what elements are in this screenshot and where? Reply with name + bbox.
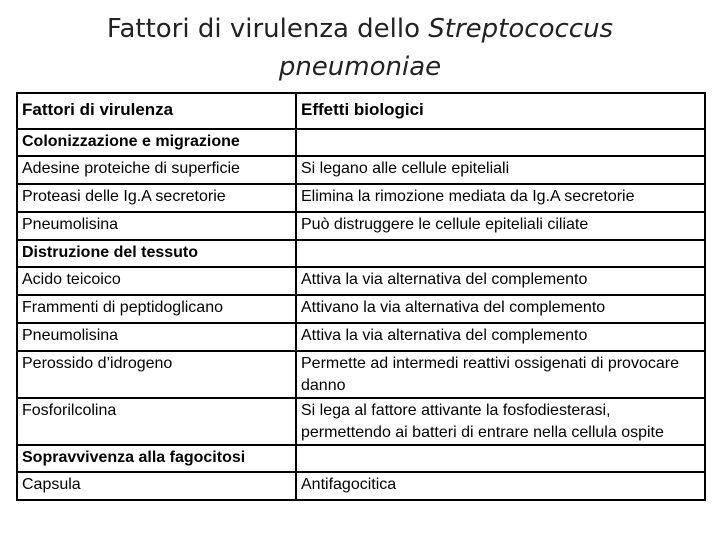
table-row bbox=[17, 295, 705, 323]
factor-cell: Frammenti di peptidoglicano bbox=[17, 295, 296, 323]
effect-cell: Attiva la via alternativa del complemento bbox=[296, 323, 705, 351]
factor-cell: Proteasi delle Ig.A secretorie bbox=[17, 184, 296, 212]
table-row bbox=[17, 267, 705, 295]
table-row bbox=[17, 212, 705, 240]
effect-cell: Può distruggere le cellule epiteliali ciliate bbox=[296, 212, 705, 240]
effect-cell: Elimina la rimozione mediata da Ig.A secretorie bbox=[296, 184, 705, 212]
effect-cell: Attivano la via alternativa del complemento bbox=[296, 295, 705, 323]
virulence-factors-table bbox=[16, 92, 706, 501]
effect-cell: Attiva la via alternativa del complemento bbox=[296, 267, 705, 295]
table-row bbox=[17, 184, 705, 212]
factor-cell: Pneumolisina bbox=[17, 212, 296, 240]
section-empty-cell bbox=[296, 129, 705, 156]
title-species: pneumoniae bbox=[278, 52, 442, 82]
title-line-2 bbox=[0, 48, 720, 86]
section-label: Colonizzazione e migrazione bbox=[17, 129, 296, 156]
factor-cell: Adesine proteiche di superficie bbox=[17, 156, 296, 184]
table-row bbox=[17, 398, 705, 445]
factor-cell: Pneumolisina bbox=[17, 323, 296, 351]
slide-title bbox=[0, 10, 720, 86]
header-effects: Effetti biologici bbox=[296, 93, 705, 129]
section-row bbox=[17, 129, 705, 156]
section-label: Sopravvivenza alla fagocitosi bbox=[17, 445, 296, 472]
title-genus: Streptococcus bbox=[428, 14, 614, 44]
section-label: Distruzione del tessuto bbox=[17, 240, 296, 267]
factor-cell: Acido teicoico bbox=[17, 267, 296, 295]
table-header-row bbox=[17, 93, 705, 129]
table-row bbox=[17, 351, 705, 398]
table-row bbox=[17, 472, 705, 500]
effect-cell: Si legano alle cellule epiteliali bbox=[296, 156, 705, 184]
section-row bbox=[17, 240, 705, 267]
title-line-1 bbox=[0, 10, 720, 48]
table-row bbox=[17, 156, 705, 184]
factor-cell: Perossido d’idrogeno bbox=[17, 351, 296, 398]
title-prefix: Fattori di virulenza dello bbox=[106, 14, 429, 44]
section-empty-cell bbox=[296, 240, 705, 267]
table-row bbox=[17, 323, 705, 351]
section-empty-cell bbox=[296, 445, 705, 472]
header-factors: Fattori di virulenza bbox=[17, 93, 296, 129]
effect-cell: Antifagocitica bbox=[296, 472, 705, 500]
section-row bbox=[17, 445, 705, 472]
factor-cell: Fosforilcolina bbox=[17, 398, 296, 445]
factor-cell: Capsula bbox=[17, 472, 296, 500]
effect-cell: Si lega al fattore attivante la fosfodiesterasi, permettendo ai batteri di entrare nella cellula ospite bbox=[296, 398, 705, 445]
effect-cell: Permette ad intermedi reattivi ossigenati di provocare danno bbox=[296, 351, 705, 398]
